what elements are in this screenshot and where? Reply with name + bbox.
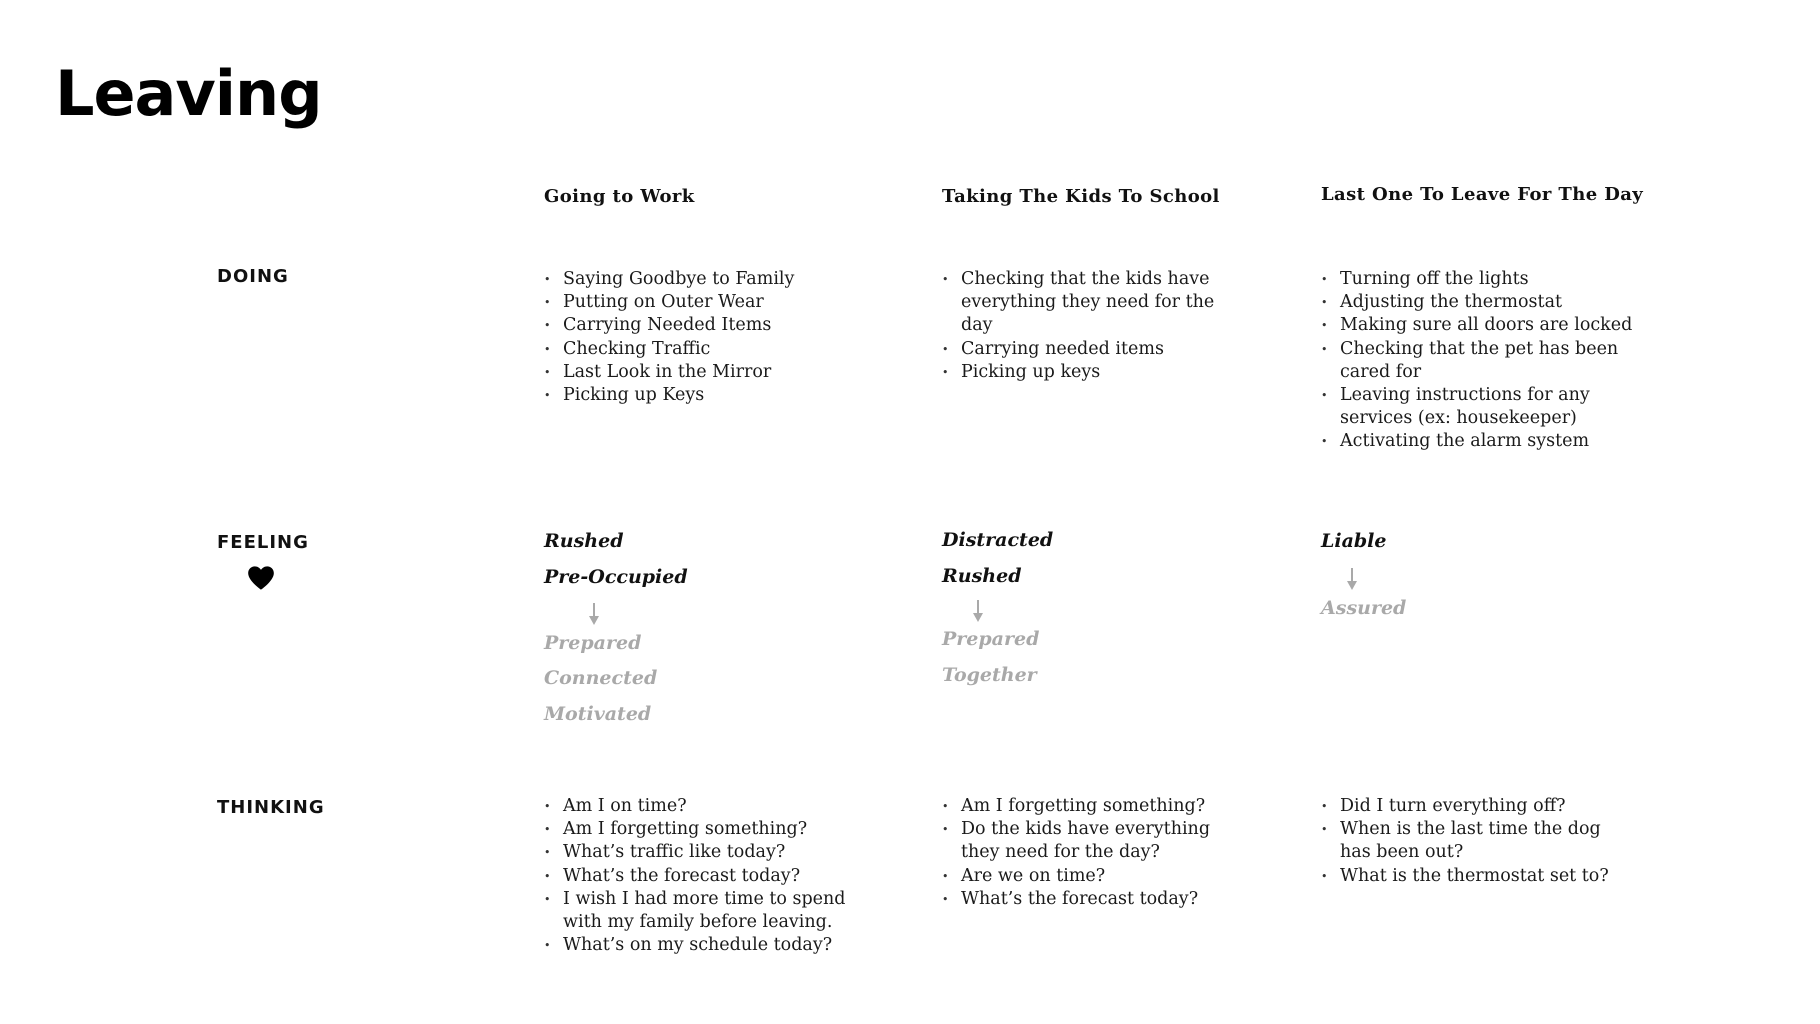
column-heading-kids-to-school: Taking The Kids To School bbox=[942, 186, 1220, 207]
list-item: • Am I forgetting something? bbox=[942, 795, 1242, 818]
feeling-target: Prepared bbox=[942, 628, 1040, 650]
list-item: • Adjusting the thermostat bbox=[1321, 291, 1651, 314]
list-item: • Last Look in the Mirror bbox=[544, 361, 864, 384]
list-item: • What’s on my schedule today? bbox=[544, 934, 854, 957]
feeling-target: Prepared bbox=[544, 632, 642, 654]
heart-icon bbox=[247, 565, 275, 591]
row-label-thinking: THINKING bbox=[217, 797, 325, 818]
list-item: • Making sure all doors are locked bbox=[1321, 314, 1651, 337]
doing-list-last-to-leave bbox=[1321, 268, 1651, 454]
list-item: • What is the thermostat set to? bbox=[1321, 865, 1621, 888]
list-item: • Carrying needed items bbox=[942, 338, 1242, 361]
list-item: • Saying Goodbye to Family bbox=[544, 268, 864, 291]
list-item: • Turning off the lights bbox=[1321, 268, 1651, 291]
list-item: • Checking that the pet has been cared for bbox=[1321, 338, 1651, 384]
list-item: • Picking up Keys bbox=[544, 384, 864, 407]
feeling-current: Rushed bbox=[544, 530, 624, 552]
list-item: • Am I on time? bbox=[544, 795, 854, 818]
doing-list-kids-to-school bbox=[942, 268, 1242, 384]
feeling-target: Motivated bbox=[544, 703, 652, 725]
list-item: • Checking Traffic bbox=[544, 338, 864, 361]
thinking-list-kids-to-school bbox=[942, 795, 1242, 911]
feeling-target: Connected bbox=[544, 667, 658, 689]
arrow-down-icon bbox=[588, 602, 600, 626]
column-heading-going-to-work: Going to Work bbox=[544, 186, 695, 207]
row-label-feeling: FEELING bbox=[217, 532, 309, 553]
list-item: • Am I forgetting something? bbox=[544, 818, 854, 841]
list-item: • Picking up keys bbox=[942, 361, 1242, 384]
page-title: Leaving bbox=[55, 57, 322, 130]
list-item: • Checking that the kids have everything they need for the day bbox=[942, 268, 1242, 338]
thinking-list-going-to-work bbox=[544, 795, 854, 957]
feeling-current: Pre-Occupied bbox=[544, 566, 688, 588]
list-item: • Do the kids have everything they need for the day? bbox=[942, 818, 1242, 864]
list-item: • Activating the alarm system bbox=[1321, 430, 1651, 453]
list-item: • Are we on time? bbox=[942, 865, 1242, 888]
list-item: • When is the last time the dog has been out? bbox=[1321, 818, 1621, 864]
list-item: • Leaving instructions for any services (ex: housekeeper) bbox=[1321, 384, 1651, 430]
feeling-current: Rushed bbox=[942, 565, 1022, 587]
list-item: • Putting on Outer Wear bbox=[544, 291, 864, 314]
list-item: • What’s the forecast today? bbox=[544, 865, 854, 888]
list-item: • Carrying Needed Items bbox=[544, 314, 864, 337]
list-item: • Did I turn everything off? bbox=[1321, 795, 1621, 818]
row-label-doing: DOING bbox=[217, 266, 289, 287]
list-item: • I wish I had more time to spend with my family before leaving. bbox=[544, 888, 854, 934]
feeling-target: Together bbox=[942, 664, 1037, 686]
arrow-down-icon bbox=[972, 599, 984, 623]
arrow-down-icon bbox=[1346, 567, 1358, 591]
list-item: • What’s traffic like today? bbox=[544, 841, 854, 864]
feeling-target: Assured bbox=[1321, 597, 1407, 619]
doing-list-going-to-work bbox=[544, 268, 864, 407]
list-item: • What’s the forecast today? bbox=[942, 888, 1242, 911]
feeling-current: Liable bbox=[1321, 530, 1387, 552]
column-heading-last-to-leave: Last One To Leave For The Day bbox=[1321, 184, 1644, 205]
feeling-current: Distracted bbox=[942, 529, 1054, 551]
thinking-list-last-to-leave bbox=[1321, 795, 1621, 888]
